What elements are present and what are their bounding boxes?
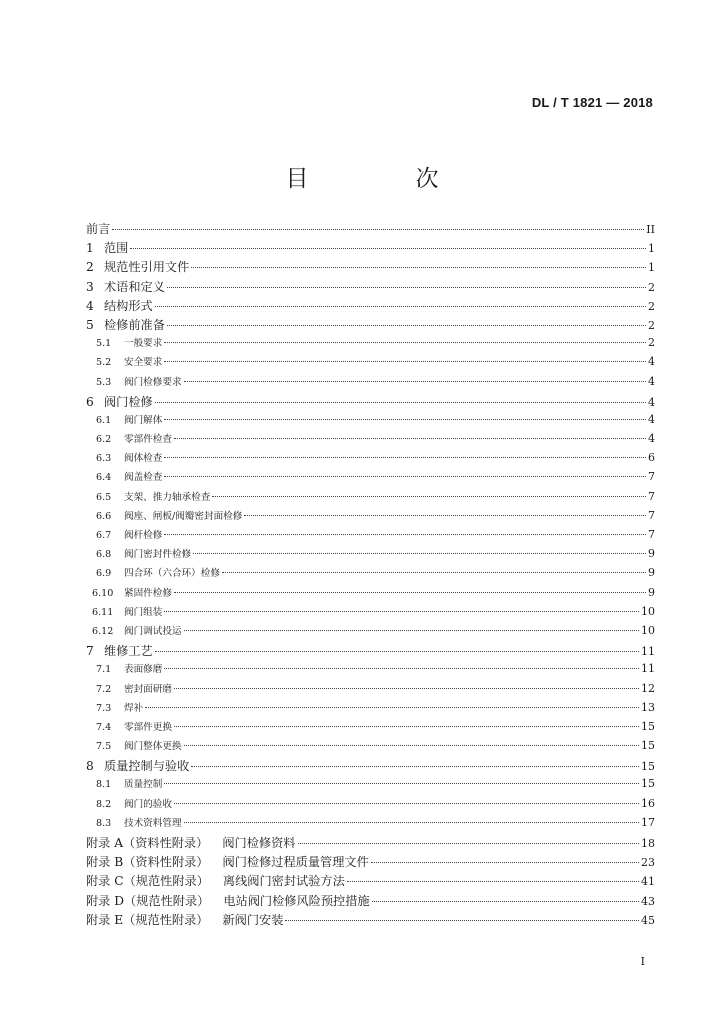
page-title: 目 次: [285, 166, 481, 192]
toc-entry-page: 2: [648, 280, 655, 294]
dot-leader: [193, 553, 646, 554]
toc-entry-label: 一般要求: [124, 338, 163, 350]
toc-entry-page: 10: [641, 623, 655, 637]
dot-leader: [167, 325, 646, 326]
toc-entry-label: 焊补: [124, 702, 144, 714]
toc-entry-page: 7: [648, 470, 655, 484]
toc-entry-page: 1: [648, 242, 655, 256]
toc-entry-number: 6.7: [96, 530, 112, 541]
standard-code: DL / T 1821 — 2018: [531, 95, 653, 110]
toc-entry-page: 9: [648, 585, 655, 599]
toc-entry[interactable]: [86, 239, 655, 258]
toc-entry-label: 阀门检修资料: [222, 836, 296, 850]
toc-entry-number: 附录 C（规范性附录）: [86, 874, 209, 889]
toc-entry[interactable]: [86, 431, 655, 450]
page-number: I: [640, 955, 645, 968]
toc-entry-page: 13: [641, 700, 655, 714]
toc-entry-page: 4: [648, 432, 655, 446]
toc-entry-label: 阀门整体更换: [124, 741, 182, 753]
toc-entry[interactable]: [86, 220, 655, 239]
toc-entry-number: 6: [86, 394, 94, 409]
dot-leader: [145, 707, 639, 708]
toc-entry-label: 阀座、闸板/阀瓣密封面检修: [124, 510, 243, 522]
toc-entry[interactable]: [86, 757, 655, 776]
toc-entry[interactable]: [86, 316, 655, 335]
toc-entry[interactable]: [86, 393, 655, 412]
toc-entry-number: 4: [86, 298, 94, 313]
dot-leader: [174, 438, 646, 439]
toc-entry-label: 结构形式: [104, 298, 153, 313]
dot-leader: [212, 496, 646, 497]
toc-entry[interactable]: [86, 834, 655, 853]
dot-leader: [164, 476, 646, 477]
toc-entry-page: 16: [641, 796, 655, 810]
toc-entry[interactable]: [86, 354, 655, 373]
toc-entry-label: 新阀门安装: [222, 912, 284, 927]
toc-entry-page: 11: [641, 645, 655, 659]
toc-entry[interactable]: [86, 911, 655, 930]
dot-leader: [244, 515, 646, 516]
toc-entry[interactable]: [86, 585, 655, 604]
toc-entry-label: 阀杆检修: [124, 530, 163, 541]
dot-leader: [347, 881, 639, 882]
toc-entry-number: 7.2: [96, 683, 112, 695]
toc-entry-label: 检修前准备: [104, 317, 165, 332]
toc-entry-label: 阀门检修: [104, 394, 153, 409]
toc-entry-number: 7.1: [96, 664, 112, 676]
dot-leader: [164, 457, 646, 458]
toc-entry-label: 技术资料管理: [124, 817, 182, 829]
toc-entry[interactable]: [86, 278, 655, 297]
toc-entry-number: 附录 D（规范性附录）: [86, 893, 210, 908]
toc-entry-label: 阀门调试投运: [124, 625, 182, 637]
toc-entry-number: 附录 B（资料性附录）: [86, 855, 209, 870]
toc-entry[interactable]: [86, 872, 655, 891]
toc-entry-page: 18: [641, 837, 655, 850]
toc-entry-label: 表面修磨: [124, 664, 163, 676]
toc-entry[interactable]: [86, 892, 655, 911]
dot-leader: [184, 630, 639, 631]
toc-entry[interactable]: [86, 719, 655, 738]
toc-entry-page: 43: [641, 894, 655, 908]
toc-entry-number: 6.9: [96, 568, 112, 580]
toc-entry-page: II: [646, 223, 655, 236]
toc-entry[interactable]: [86, 604, 655, 623]
dot-leader: [164, 342, 646, 343]
toc-entry-label: 零部件更换: [124, 721, 172, 733]
toc-entry[interactable]: [86, 661, 655, 680]
toc-entry-page: 4: [648, 395, 655, 409]
dot-leader: [164, 419, 646, 420]
toc-entry-label: 规范性引用文件: [104, 260, 190, 275]
toc-entry-number: 6.11: [92, 606, 114, 618]
dot-leader: [155, 306, 646, 307]
toc-entry[interactable]: [86, 642, 655, 661]
toc-entry-number: 6.8: [96, 549, 112, 561]
toc-entry[interactable]: [86, 508, 655, 527]
dot-leader: [164, 361, 646, 362]
toc-entry[interactable]: [86, 489, 655, 508]
toc-entry-label: 质量控制: [124, 779, 163, 791]
toc-entry-page: 7: [648, 489, 655, 503]
dot-leader: [164, 534, 646, 535]
dot-leader: [130, 248, 646, 249]
toc-entry-number: 5.2: [96, 357, 112, 369]
toc-entry-number: 2: [86, 260, 94, 275]
toc-entry-page: 15: [641, 760, 655, 774]
toc-entry-page: 10: [641, 604, 655, 618]
toc-entry-label: 阀门解体: [124, 414, 163, 426]
toc-entry-number: 1: [86, 241, 94, 256]
dot-leader: [174, 592, 646, 593]
toc-entry-number: 附录 A（资料性附录）: [86, 836, 209, 850]
toc-entry-number: 6.6: [96, 510, 112, 522]
toc-entry-label: 四合环（六合环）检修: [124, 568, 220, 580]
toc-entry-label: 阀门检修要求: [124, 376, 182, 388]
toc-entry[interactable]: [86, 258, 655, 277]
dot-leader: [112, 229, 644, 230]
toc-entry-page: 11: [641, 662, 655, 676]
toc-entry-number: 6.10: [92, 587, 114, 599]
dot-leader: [222, 572, 646, 573]
toc-entry[interactable]: [86, 450, 655, 469]
dot-leader: [174, 688, 639, 689]
toc-entry-label: 离线阀门密封试验方法: [222, 874, 345, 889]
toc-entry-page: 9: [648, 566, 655, 580]
toc-entry-page: 6: [648, 451, 655, 465]
toc-entry-label: 阀门组装: [124, 606, 163, 618]
toc-entry[interactable]: [86, 546, 655, 565]
toc-entry-number: 附录 E（规范性附录）: [86, 912, 209, 927]
toc-entry[interactable]: [86, 853, 655, 872]
toc-entry-number: 8: [86, 759, 94, 774]
toc-entry[interactable]: [86, 527, 655, 546]
dot-leader: [184, 381, 646, 382]
toc-entry-page: 23: [641, 856, 655, 870]
toc-entry-page: 15: [641, 777, 655, 791]
toc-entry-number: 7.4: [96, 721, 112, 733]
toc-entry-label: 前言: [86, 222, 111, 236]
dot-leader: [174, 726, 639, 727]
toc-entry-label: 阀门的验收: [124, 798, 172, 810]
toc-entry-page: 15: [641, 739, 655, 753]
toc-entry[interactable]: [86, 796, 655, 815]
toc-entry[interactable]: [86, 412, 655, 431]
toc-entry-page: 41: [641, 875, 655, 889]
dot-leader: [372, 901, 639, 902]
toc-entry-page: 9: [648, 547, 655, 561]
toc-entry-number: 6.3: [96, 453, 112, 465]
dot-leader: [285, 920, 639, 921]
toc-entry-label: 阀门密封件检修: [124, 549, 192, 561]
toc-entry-number: 6.4: [96, 472, 112, 484]
toc-entry-number: 5: [86, 317, 94, 332]
dot-leader: [184, 822, 639, 823]
toc-entry-number: 5.1: [96, 338, 112, 350]
toc-entry-page: 12: [641, 681, 655, 695]
toc-entry-number: 6.2: [96, 434, 112, 446]
toc-entry-page: 45: [641, 913, 655, 927]
dot-leader: [174, 803, 639, 804]
dot-leader: [164, 668, 639, 669]
toc-entry-label: 术语和定义: [104, 279, 165, 294]
toc-entry-label: 阀门检修过程质量管理文件: [222, 855, 369, 870]
dot-leader: [298, 843, 640, 844]
toc-entry-page: 7: [648, 528, 655, 541]
toc-entry-page: 2: [648, 336, 655, 350]
dot-leader: [155, 402, 646, 403]
toc-entry-label: 质量控制与验收: [104, 759, 190, 774]
toc-entry-number: 7.5: [96, 741, 112, 753]
toc-entry-number: 6.1: [96, 414, 112, 426]
dot-leader: [164, 611, 639, 612]
toc-entry[interactable]: [86, 335, 655, 354]
toc-entry-label: 范围: [104, 241, 129, 256]
dot-leader: [184, 745, 639, 746]
toc-entry-number: 3: [86, 279, 94, 294]
toc-entry[interactable]: [86, 681, 655, 700]
toc-entry-number: 8.3: [96, 817, 112, 829]
toc-entry-page: 4: [648, 374, 655, 388]
dot-leader: [167, 287, 646, 288]
toc-entry-page: 15: [641, 719, 655, 733]
toc-entry-label: 维修工艺: [104, 644, 153, 659]
toc-entry-number: 6.12: [92, 625, 114, 637]
toc-entry-page: 2: [648, 299, 655, 313]
toc-entry[interactable]: [86, 469, 655, 488]
toc-entry-page: 17: [641, 815, 655, 829]
toc-entry[interactable]: [86, 565, 655, 584]
toc-entry[interactable]: [86, 776, 655, 795]
toc-entry-label: 阀体检查: [124, 453, 163, 465]
toc-entry[interactable]: [86, 815, 655, 834]
dot-leader: [164, 783, 639, 784]
toc-entry-number: 5.3: [96, 376, 112, 388]
toc-entry-number: 7.3: [96, 702, 112, 714]
toc-entry[interactable]: [86, 297, 655, 316]
toc-entry-number: 6.5: [96, 491, 112, 503]
toc-entry-label: 支架、推力轴承检查: [124, 491, 211, 503]
toc-entry-label: 紧固件检修: [124, 587, 172, 599]
toc-entry-label: 密封面研磨: [124, 683, 172, 695]
table-of-contents: [86, 220, 655, 930]
dot-leader: [191, 267, 646, 268]
toc-entry-number: 7: [86, 644, 94, 659]
toc-entry-label: 电站阀门检修风险预控措施: [223, 893, 370, 908]
toc-entry-number: 8.1: [96, 779, 112, 791]
toc-entry-page: 7: [648, 508, 655, 522]
toc-entry-page: 4: [648, 355, 655, 369]
toc-entry-label: 阀盖检查: [124, 472, 163, 484]
toc-entry[interactable]: [86, 374, 655, 393]
toc-entry-label: 零部件检查: [124, 434, 172, 446]
toc-entry-page: 1: [648, 261, 655, 275]
toc-entry-number: 8.2: [96, 798, 112, 810]
dot-leader: [371, 862, 639, 863]
toc-entry-page: 4: [648, 412, 655, 426]
dot-leader: [155, 651, 639, 652]
dot-leader: [191, 766, 639, 767]
toc-entry[interactable]: [86, 738, 655, 757]
toc-entry-page: 2: [648, 318, 655, 332]
toc-entry-label: 安全要求: [124, 357, 163, 369]
toc-entry[interactable]: [86, 700, 655, 719]
toc-entry[interactable]: [86, 623, 655, 642]
